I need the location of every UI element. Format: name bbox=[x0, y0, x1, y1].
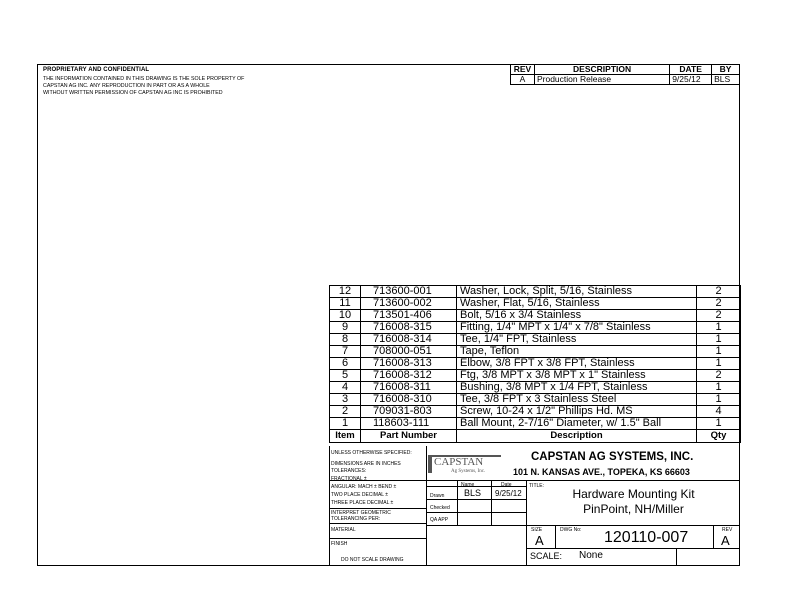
bom-part-number: 716008-313 bbox=[361, 358, 457, 370]
fractional-tolerance: FRACTIONAL ± bbox=[331, 476, 367, 482]
company-name: CAPSTAN AG SYSTEMS, INC. bbox=[531, 451, 694, 463]
bom-row bbox=[330, 370, 741, 382]
angular-tolerance: ANGULAR: MACH ± BEND ± bbox=[331, 484, 397, 490]
bom-qty: 2 bbox=[697, 286, 741, 298]
bom-part-number-header: Part Number bbox=[361, 430, 457, 443]
rev-by-header: BY bbox=[712, 65, 740, 75]
bom-description: Fitting, 1/4" MPT x 1/4" x 7/8" Stainless bbox=[457, 322, 697, 334]
unless-specified: UNLESS OTHERWISE SPECIFIED: bbox=[331, 450, 412, 456]
bom-item: 2 bbox=[330, 406, 361, 418]
bom-qty: 4 bbox=[697, 406, 741, 418]
bom-description: Tee, 1/4" FPT, Stainless bbox=[457, 334, 697, 346]
bill-of-materials bbox=[329, 285, 741, 443]
finish-label: FINISH bbox=[331, 541, 348, 547]
bom-qty: 2 bbox=[697, 310, 741, 322]
drawn-label: Drawn bbox=[430, 493, 445, 499]
drawing-title-line1: Hardware Mounting Kit bbox=[572, 487, 695, 501]
bom-description: Screw, 10-24 x 1/2" Phillips Hd. MS bbox=[457, 406, 697, 418]
bom-description: Tee, 3/8 FPT x 3 Stainless Steel bbox=[457, 394, 697, 406]
two-place-tolerance: TWO PLACE DECIMAL ± bbox=[331, 492, 389, 498]
bom-part-number: 716008-315 bbox=[361, 322, 457, 334]
bom-description: Tape, Teflon bbox=[457, 346, 697, 358]
dimensions-note: DIMENSIONS ARE IN INCHES bbox=[331, 461, 401, 467]
drawn-date: 9/25/12 bbox=[495, 489, 522, 498]
capstan-logo-subtext: Ag Systems, Inc. bbox=[451, 469, 486, 474]
bom-part-number: 716008-311 bbox=[361, 382, 457, 394]
rev-by: BLS bbox=[712, 75, 740, 85]
bom-row bbox=[330, 334, 741, 346]
bom-row bbox=[330, 310, 741, 322]
rev-header: REV bbox=[511, 65, 535, 75]
capstan-logo-mark bbox=[428, 455, 432, 473]
rev-description: Production Release bbox=[534, 75, 669, 85]
bom-item: 3 bbox=[330, 394, 361, 406]
bom-item: 11 bbox=[330, 298, 361, 310]
drawing-rev: A bbox=[721, 533, 730, 548]
bom-row bbox=[330, 394, 741, 406]
bom-description: Ball Mount, 2-7/16" Diameter, w/ 1.5" Ball bbox=[457, 418, 697, 430]
bom-part-number: 709031-803 bbox=[361, 406, 457, 418]
bom-item: 6 bbox=[330, 358, 361, 370]
bom-description: Washer, Flat, 5/16, Stainless bbox=[457, 298, 697, 310]
bom-item: 12 bbox=[330, 286, 361, 298]
bom-qty: 1 bbox=[697, 358, 741, 370]
three-place-tolerance: THREE PLACE DECIMAL ± bbox=[331, 500, 394, 506]
bom-item: 1 bbox=[330, 418, 361, 430]
bom-qty: 1 bbox=[697, 346, 741, 358]
bom-item: 5 bbox=[330, 370, 361, 382]
bom-qty: 2 bbox=[697, 370, 741, 382]
tolerances-label: TOLERANCES: bbox=[331, 468, 367, 474]
scale-value: None bbox=[579, 550, 603, 561]
bom-row bbox=[330, 286, 741, 298]
rev-description-header: DESCRIPTION bbox=[534, 65, 669, 75]
proprietary-line: THE INFORMATION CONTAINED IN THIS DRAWING IS THE SOLE PROPERTY OF bbox=[43, 76, 245, 82]
date-header: Date bbox=[501, 482, 512, 488]
qa-approval-label: QA APP bbox=[430, 517, 449, 523]
bom-description: Bushing, 3/8 MPT x 1/4 FPT, Stainless bbox=[457, 382, 697, 394]
interpret-geometric: INTERPRET GEOMETRIC bbox=[331, 510, 391, 516]
bom-part-number: 716008-312 bbox=[361, 370, 457, 382]
bom-qty: 2 bbox=[697, 298, 741, 310]
size-label: SIZE bbox=[531, 527, 543, 533]
bom-row bbox=[330, 418, 741, 430]
bom-part-number: 716008-310 bbox=[361, 394, 457, 406]
title-label: TITLE: bbox=[529, 483, 545, 489]
rev-value: A bbox=[511, 75, 535, 85]
rev-date-header: DATE bbox=[670, 65, 712, 75]
bom-row bbox=[330, 406, 741, 418]
bom-description: Elbow, 3/8 FPT x 3/8 FPT, Stainless bbox=[457, 358, 697, 370]
bom-qty-header: Qty bbox=[697, 430, 741, 443]
bom-row bbox=[330, 346, 741, 358]
bom-item: 9 bbox=[330, 322, 361, 334]
bom-part-number: 713501-406 bbox=[361, 310, 457, 322]
bom-part-number: 118603-111 bbox=[361, 418, 457, 430]
bom-row bbox=[330, 322, 741, 334]
bom-part-number: 713600-002 bbox=[361, 298, 457, 310]
bom-row bbox=[330, 382, 741, 394]
bom-item: 7 bbox=[330, 346, 361, 358]
bom-row bbox=[330, 358, 741, 370]
rev-label: REV bbox=[722, 527, 733, 533]
material-label: MATERIAL bbox=[331, 527, 356, 533]
bom-part-number: 708000-051 bbox=[361, 346, 457, 358]
rev-date: 9/25/12 bbox=[670, 75, 712, 85]
proprietary-line: CAPSTAN AG INC. ANY REPRODUCTION IN PART OR AS A WHOLE bbox=[43, 83, 210, 89]
scale-label: SCALE: bbox=[530, 551, 563, 561]
bom-part-number: 716008-314 bbox=[361, 334, 457, 346]
capstan-logo-text: CAPSTAN bbox=[434, 456, 484, 468]
tolerancing-per: TOLERANCING PER: bbox=[331, 516, 381, 522]
bom-description: Washer, Lock, Split, 5/16, Stainless bbox=[457, 286, 697, 298]
bom-description: Bolt, 5/16 x 3/4 Stainless bbox=[457, 310, 697, 322]
bom-part-number: 713600-001 bbox=[361, 286, 457, 298]
do-not-scale-note: DO NOT SCALE DRAWING bbox=[341, 557, 404, 563]
checked-label: Checked bbox=[430, 505, 450, 511]
bom-description: Ftg, 3/8 MPT x 3/8 MPT x 1" Stainless bbox=[457, 370, 697, 382]
drawing-title-line2: PinPoint, NH/Miller bbox=[583, 502, 684, 516]
bom-item: 10 bbox=[330, 310, 361, 322]
sheet-size: A bbox=[535, 533, 544, 548]
proprietary-title: PROPRIETARY AND CONFIDENTIAL bbox=[43, 67, 150, 73]
revision-block bbox=[510, 64, 740, 85]
drawing-number: 120110-007 bbox=[604, 529, 689, 546]
bom-qty: 1 bbox=[697, 322, 741, 334]
bom-item-header: Item bbox=[330, 430, 361, 443]
bom-item: 4 bbox=[330, 382, 361, 394]
bom-row bbox=[330, 298, 741, 310]
bom-description-header: Description bbox=[457, 430, 697, 443]
bom-header-row bbox=[330, 430, 741, 443]
drawn-by: BLS bbox=[464, 488, 482, 498]
bom-qty: 1 bbox=[697, 334, 741, 346]
proprietary-line: WITHOUT WRITTEN PERMISSION OF CAPSTAN AG INC IS PROHIBITED bbox=[43, 90, 223, 96]
dwg-no-label: DWG No: bbox=[560, 527, 582, 533]
bom-qty: 1 bbox=[697, 418, 741, 430]
name-header: Name bbox=[461, 482, 475, 488]
company-address: 101 N. KANSAS AVE., TOPEKA, KS 66603 bbox=[513, 467, 690, 477]
bom-item: 8 bbox=[330, 334, 361, 346]
bom-qty: 1 bbox=[697, 382, 741, 394]
bom-qty: 1 bbox=[697, 394, 741, 406]
